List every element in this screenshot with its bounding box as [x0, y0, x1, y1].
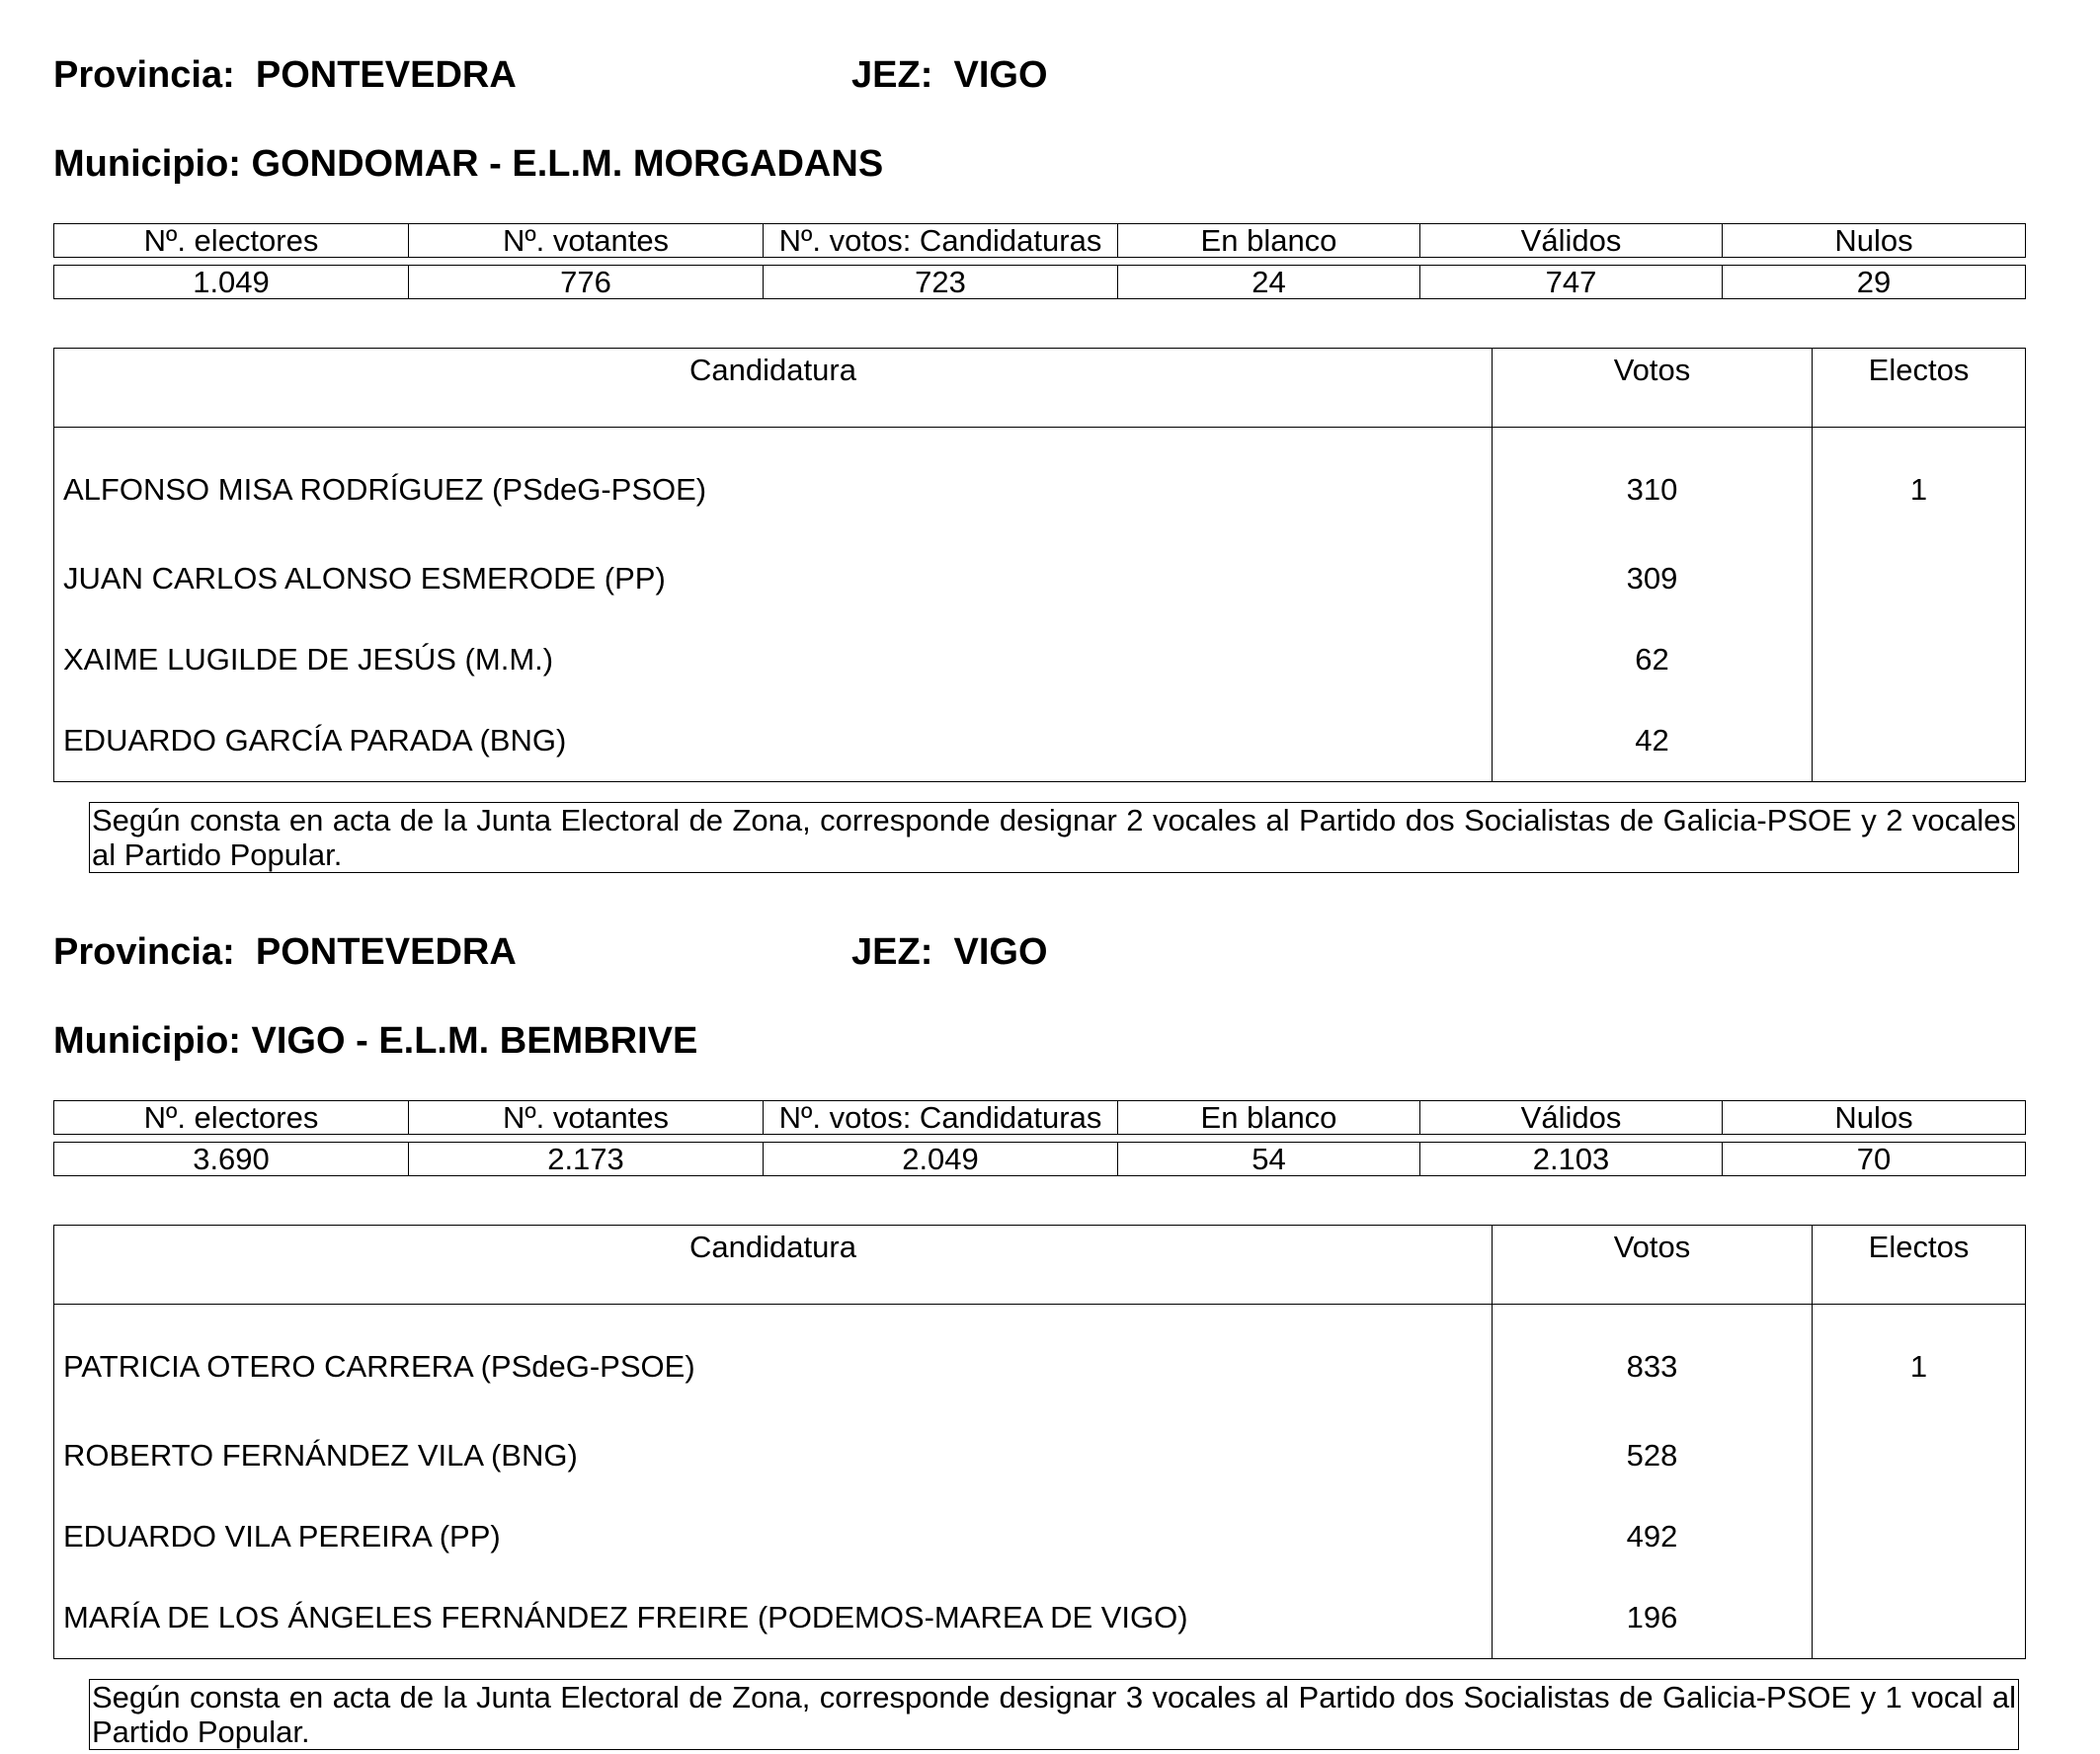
candidate-votos: 833: [1493, 1305, 1813, 1416]
candidate-electos: 1: [1813, 1305, 2026, 1416]
jez-value: VIGO: [953, 931, 1048, 973]
stats-header-cell: Válidos: [1420, 224, 1723, 258]
stats-value-cell: 70: [1723, 1143, 2026, 1176]
results-section-bembrive: [0, 877, 2100, 1754]
municipio-label: Municipio:: [53, 143, 241, 185]
stats-header-cell: Nº. votos: Candidaturas: [764, 1101, 1118, 1135]
stats-header-cell: Nulos: [1723, 224, 2026, 258]
provincia-value: PONTEVEDRA: [255, 931, 517, 973]
stats-header-cell: Nº. votos: Candidaturas: [764, 224, 1118, 258]
stats-value-cell: 747: [1420, 266, 1723, 299]
provincia-heading: [53, 933, 517, 971]
stats-value-cell: 2.049: [764, 1143, 1118, 1176]
jez-heading: [851, 933, 1048, 971]
candidate-electos: [1813, 619, 2026, 700]
stats-value-cell: 2.103: [1420, 1143, 1723, 1176]
electos-header: Electos: [1813, 1226, 2026, 1305]
stats-values-table: [53, 1142, 2026, 1176]
vocales-note: Según consta en acta de la Junta Electoral de Zona, corresponde designar 3 vocales al Partido dos Socialistas de Galicia-PSOE y 1 vocal al Partido Popular.: [89, 1679, 2019, 1750]
candidates-table: [53, 1225, 2026, 1659]
provincia-value: PONTEVEDRA: [255, 54, 517, 96]
candidate-row: [54, 1415, 2026, 1496]
candidate-electos: [1813, 1496, 2026, 1577]
stats-header-row: [54, 224, 2026, 258]
stats-header-cell: Nulos: [1723, 1101, 2026, 1135]
stats-header-cell: Nº. votantes: [409, 1101, 764, 1135]
stats-value-cell: 24: [1118, 266, 1420, 299]
candidate-row: [54, 428, 2026, 539]
stats-header-cell: En blanco: [1118, 224, 1420, 258]
stats-value-cell: 723: [764, 266, 1118, 299]
candidate-votos: 196: [1493, 1577, 1813, 1659]
candidate-row: [54, 1577, 2026, 1659]
candidate-name: PATRICIA OTERO CARRERA (PSdeG-PSOE): [63, 1349, 695, 1384]
jez-value: VIGO: [953, 54, 1048, 96]
municipio-heading: [53, 145, 883, 183]
stats-header-table: [53, 223, 2026, 258]
stats-values-table: [53, 265, 2026, 299]
candidate-name: ROBERTO FERNÁNDEZ VILA (BNG): [63, 1438, 578, 1473]
stats-header-table: [53, 1100, 2026, 1135]
stats-value-cell: 54: [1118, 1143, 1420, 1176]
stats-header-cell: Nº. votantes: [409, 224, 764, 258]
municipio-value: GONDOMAR - E.L.M. MORGADANS: [251, 143, 884, 185]
candidate-electos: [1813, 538, 2026, 619]
candidate-row: [54, 700, 2026, 782]
candidate-name: XAIME LUGILDE DE JESÚS (M.M.): [63, 642, 554, 677]
stats-values-row: [54, 266, 2026, 299]
candidate-name: JUAN CARLOS ALONSO ESMERODE (PP): [63, 561, 666, 596]
stats-header-cell: Válidos: [1420, 1101, 1723, 1135]
candidate-name: MARÍA DE LOS ÁNGELES FERNÁNDEZ FREIRE (PODEMOS-MAREA DE VIGO): [63, 1600, 1188, 1634]
provincia-heading: [53, 56, 517, 94]
votos-header: Votos: [1493, 1226, 1813, 1305]
candidates-header-row: [54, 1226, 2026, 1305]
candidate-votos: 528: [1493, 1415, 1813, 1496]
stats-values-row: [54, 1143, 2026, 1176]
provincia-label: Provincia:: [53, 54, 235, 96]
candidate-electos: [1813, 1415, 2026, 1496]
candidate-name: EDUARDO GARCÍA PARADA (BNG): [63, 723, 567, 757]
candidate-row: [54, 1305, 2026, 1416]
municipio-heading: [53, 1022, 697, 1060]
candidate-row: [54, 1496, 2026, 1577]
jez-heading: [851, 56, 1048, 94]
candidatura-header: Candidatura: [54, 1226, 1493, 1305]
candidate-row: [54, 619, 2026, 700]
stats-header-cell: En blanco: [1118, 1101, 1420, 1135]
vocales-note: Según consta en acta de la Junta Electoral de Zona, corresponde designar 2 vocales al Partido dos Socialistas de Galicia-PSOE y 2 vocales al Partido Popular.: [89, 802, 2019, 873]
municipio-value: VIGO - E.L.M. BEMBRIVE: [251, 1020, 698, 1062]
candidate-name: ALFONSO MISA RODRÍGUEZ (PSdeG-PSOE): [63, 472, 707, 507]
candidate-votos: 42: [1493, 700, 1813, 782]
candidate-electos: [1813, 1577, 2026, 1659]
stats-value-cell: 2.173: [409, 1143, 764, 1176]
candidate-electos: 1: [1813, 428, 2026, 539]
candidate-electos: [1813, 700, 2026, 782]
provincia-label: Provincia:: [53, 931, 235, 973]
candidatura-header: Candidatura: [54, 349, 1493, 428]
jez-label: JEZ:: [851, 931, 933, 973]
stats-value-cell: 29: [1723, 266, 2026, 299]
stats-header-row: [54, 1101, 2026, 1135]
candidates-table: [53, 348, 2026, 782]
electos-header: Electos: [1813, 349, 2026, 428]
candidate-votos: 492: [1493, 1496, 1813, 1577]
municipio-label: Municipio:: [53, 1020, 241, 1062]
votos-header: Votos: [1493, 349, 1813, 428]
candidates-header-row: [54, 349, 2026, 428]
stats-value-cell: 1.049: [54, 266, 409, 299]
candidate-votos: 62: [1493, 619, 1813, 700]
stats-header-cell: Nº. electores: [54, 1101, 409, 1135]
stats-header-cell: Nº. electores: [54, 224, 409, 258]
candidate-row: [54, 538, 2026, 619]
candidate-name: EDUARDO VILA PEREIRA (PP): [63, 1519, 501, 1554]
jez-label: JEZ:: [851, 54, 933, 96]
stats-value-cell: 3.690: [54, 1143, 409, 1176]
stats-value-cell: 776: [409, 266, 764, 299]
candidate-votos: 310: [1493, 428, 1813, 539]
candidate-votos: 309: [1493, 538, 1813, 619]
